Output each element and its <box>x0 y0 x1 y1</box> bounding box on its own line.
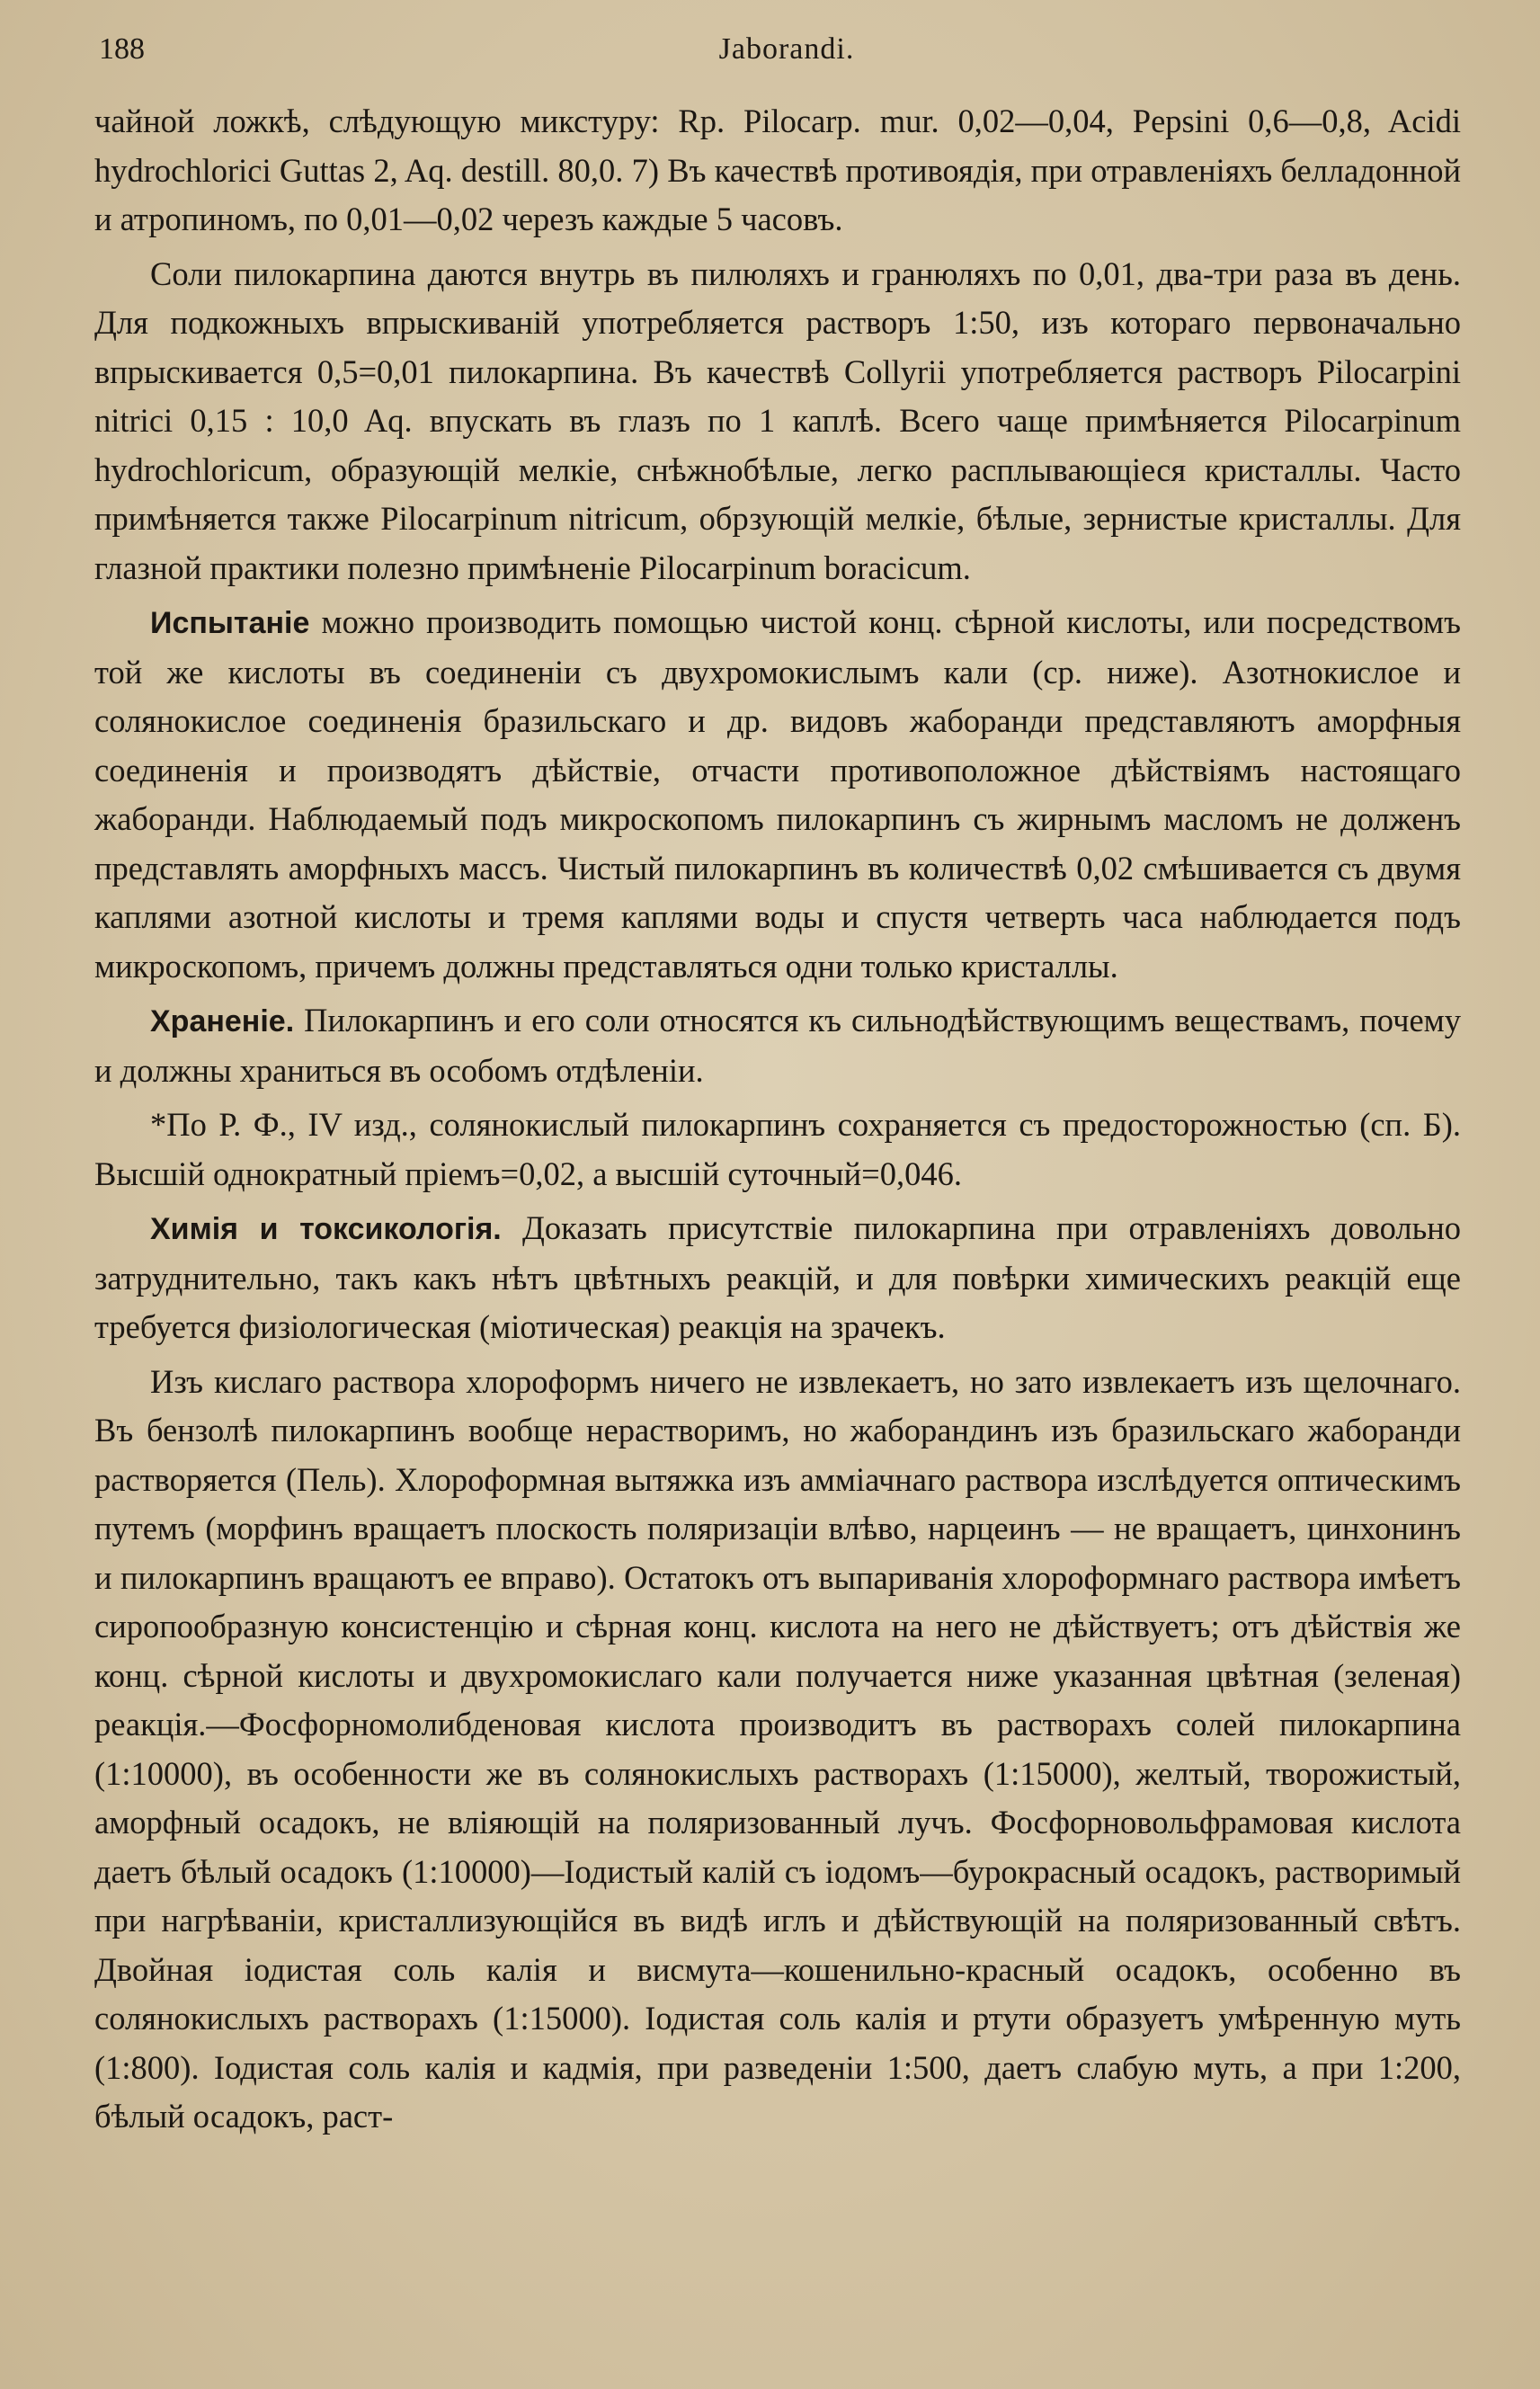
paragraph-testing <box>94 598 1461 991</box>
page-number: 188 <box>99 32 145 66</box>
paragraph-text: *По Р. Ф., IV изд., солянокислый пилокарпинъ сохраняется съ предосторожностью (сп. Б). Высшій однократный пріемъ=0,02, а высшій суточный=0,046. <box>94 1106 1461 1192</box>
paragraph-salts-dosage <box>94 250 1461 593</box>
paragraph-extraction <box>94 1358 1461 2142</box>
paragraph-text: можно производить помощью чистой конц. сѣрной кислоты, или посредствомъ той же кислоты въ соединеніи съ двухромокислымъ кали (ср. ниже). Азотнокислое и солянокислое соединенія бразильскаго и др. видовъ жаборанди представляютъ аморфныя соединенія и производятъ дѣйствіе, отчасти противоположное дѣйствіямъ настоящаго жаборанди. Наблюдаемый подъ микроскопомъ пилокарпинъ съ жирнымъ масломъ не долженъ представлять аморфныхъ массъ. Чистый пилокарпинъ въ количествѣ 0,02 смѣшивается съ двумя каплями азотной кислоты и тремя каплями воды и спустя четверть часа наблюдается подъ микроскопомъ, причемъ должны представляться одни только кристаллы. <box>94 603 1461 985</box>
paragraph-pharmacopoeia-note <box>94 1101 1461 1199</box>
section-lead-storage: Храненіе. <box>150 1004 295 1039</box>
paragraph-text: Соли пилокарпина даются внутрь въ пилюляхъ и гранюляхъ по 0,01, два-три раза въ день. Для подкожныхъ впрыскиваній употребляется растворъ 1:50, изъ котораго первоначально впрыскивается 0,5=0,01 пилокарпина. Въ качествѣ Collyrii употребляется растворъ Pilocarpini nitrici 0,15 : 10,0 Aq. впускать въ глазъ по 1 каплѣ. Всего чаще примѣняется Pilocarpinum hydrochloricum, образующій мелкіе, снѣжнобѣлые, легко расплывающіеся кристаллы. Часто примѣняется также Pilocarpinum nitricum, обрзующій мелкіе, бѣлые, зернистые кристаллы. Для глазной практики полезно примѣненіе Pilocarpinum boracicum. <box>94 254 1461 586</box>
paragraph-chemistry <box>94 1204 1461 1352</box>
section-lead-chemistry: Химія и токсикологія. <box>150 1212 502 1246</box>
paragraph-text: Изъ кислаго раствора хлороформъ ничего не извлекаетъ, но зато извлекаетъ изъ щелочнаго. Въ бензолѣ пилокарпинъ вообще нерастворимъ, но жаборандинъ изъ бразильскаго жаборанди растворяется (Пель). Хлороформная вытяжка изъ амміачнаго раствора изслѣдуется оптическимъ путемъ (морфинъ вращаетъ плоскость поляризаціи влѣво, нарцеинъ — не вращаетъ, цинхонинъ и пилокарпинъ вращаютъ ее вправо). Остатокъ отъ выпариванія хлороформнаго раствора имѣетъ сиропообразную консистенцію и сѣрная конц. кислота на него не дѣйствуетъ; отъ дѣйствія же конц. сѣрной кислоты и двухромокислаго кали получается ниже указанная цвѣтная (зеленая) реакція.—Фосфорномолибденовая кислота производитъ въ растворахъ солей пилокарпина (1:10000), въ особенности же въ солянокислыхъ растворахъ (1:15000), желтый, творожистый, аморфный осадокъ, не вліяющій на поляризованный лучъ. Фосфорновольфрамовая кислота даетъ бѣлый осадокъ (1:10000)—Іодистый калій съ іодомъ—бурокрасный осадокъ, растворимый при нагрѣваніи, кристаллизующійся въ видѣ иглъ и дѣйствующій на поляризованный свѣтъ. Двойная іодистая соль калія и висмута—кошенильно-красный осадокъ, особенно въ солянокислыхъ растворахъ (1:15000). Іодистая соль калія и ртути образуетъ умѣренную муть (1:800). Іодистая соль калія и кадмія, при разведеніи 1:500, даетъ слабую муть, а при 1:200, бѣлый осадокъ, раст- <box>94 1362 1461 2135</box>
paragraph-text: чайной ложкѣ, слѣдующую микстуру: Rp. Pilocarp. mur. 0,02—0,04, Pepsini 0,6—0,8, Acidi hydrochlorici Guttas 2, Aq. destill. 80,0. 7) Въ качествѣ противоядія, при отравленіяхъ белладонной и атропиномъ, по 0,01—0,02 черезъ каждые 5 часовъ. <box>94 103 1461 237</box>
page-header <box>99 27 1474 72</box>
paragraph-text: Доказать присутствіе пилокарпина при отравленіяхъ довольно затруднительно, такъ какъ нѣтъ цвѣтныхъ реакцій, и для повѣрки химическихъ реакцій еще требуется физіологическая (міотическая) реакція на зрачекъ. <box>94 1209 1462 1345</box>
body-text <box>94 97 1461 2147</box>
paragraph-text: Пилокарпинъ и его соли относятся къ сильнодѣйствующимъ веществамъ, почему и должны храниться въ особомъ отдѣленіи. <box>94 1002 1461 1089</box>
running-title: Jaborandi. <box>718 32 855 66</box>
paragraph-continuation <box>94 97 1461 245</box>
paragraph-storage <box>94 996 1461 1095</box>
section-lead-testing: Испытаніе <box>150 606 310 640</box>
